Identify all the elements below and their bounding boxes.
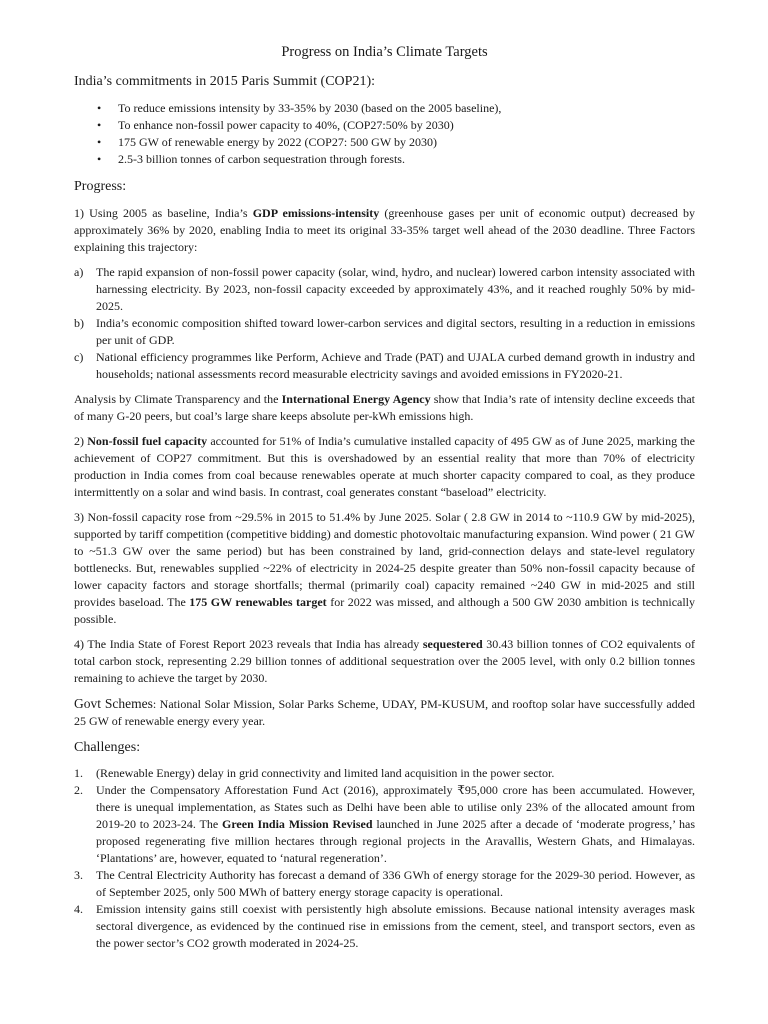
list-item: • To enhance non-fossil power capacity to 40%, (COP27:50% by 2030) — [97, 118, 454, 132]
list-item: 3. The Central Electricity Authority has forecast a demand of 336 GWh of energy storage for the 2029-30 period. However, as of September 2025, only 500 MWh of battery energy storage capacity is operational. — [74, 868, 695, 899]
factors-list — [74, 264, 695, 383]
list-item: 1. (Renewable Energy) delay in grid connectivity and limited land acquisition in the power sector. — [74, 766, 555, 780]
list-item: 4. Emission intensity gains still coexist with persistently high absolute emissions. Because national intensity averages mask sectoral divergence, as evidenced by the continued rise in emissions from the cement, steel, and transport sectors, even as the power sector’s CO2 growth moderated in 2024-25. — [74, 902, 695, 950]
bullet-icon: • — [97, 118, 102, 132]
govt-schemes-label: Govt Schemes — [74, 696, 153, 711]
govt-schemes-paragraph: Govt Schemes: National Solar Mission, Solar Parks Scheme, UDAY, PM-KUSUM, and rooftop solar have successfully added 25 GW of renewable energy every year. — [74, 696, 695, 728]
progress-heading: Progress: — [74, 179, 127, 194]
commitments-list — [74, 100, 695, 168]
list-item: b) India’s economic composition shifted toward lower-carbon services and digital sectors, resulting in a reduction in emissions per unit of GDP. — [74, 316, 695, 347]
bullet-icon: • — [97, 152, 102, 166]
bullet-icon: • — [97, 101, 102, 115]
progress-paragraph-3: 3) Non-fossil capacity rose from ~29.5% in 2015 to 51.4% by June 2025. Solar ( 2.8 GW in 2014 to ~110.9 GW by mid-2025), supported by tariff competition (competitive bidding) and domestic photovoltaic manufacturing expansion. Wind power ( 21 GW to ~51.3 GW over the same period) but has been constrained by land, grid-connection delays and state-level regulatory bottlenecks. But, renewables supplied ~22% of electricity in 2024-25 despite greater than 50% non-fossil capacity because of lower capacity factors and storage shortfalls; thermal (primarily coal) capacity remained ~240 GW in mid-2025 and still provides baseload. The 175 GW renewables target for 2022 was missed, and although a 500 GW 2030 ambition is technically possible. — [74, 510, 696, 626]
challenges-list — [74, 765, 695, 952]
list-item: • To reduce emissions intensity by 33-35% by 2030 (based on the 2005 baseline), — [97, 101, 502, 115]
list-item: • 2.5-3 billion tonnes of carbon sequestration through forests. — [97, 152, 405, 166]
commitments-heading: India’s commitments in 2015 Paris Summit (COP21): — [74, 74, 375, 89]
analysis-paragraph: Analysis by Climate Transparency and the International Energy Agency show that India’s rate of intensity decline exceeds that of many G-20 peers, but coal’s large share keeps absolute per-kWh emissions high. — [74, 392, 696, 423]
list-item: 2. Under the Compensatory Afforestation Fund Act (2016), approximately ₹95,000 crore has been accumulated. However, there is unequal implementation, as States such as Delhi have been able to utilise only 23% of the allocated amount from 2019-20 to 2023-24. The Green India Mission Revised launched in June 2025 after a decade of ‘moderate progress,’ has proposed regenerating five million hectares through regional projects in the Aravallis, Western Ghats, and Himalayas. ‘Plantations’ are, however, equated to ‘natural regeneration’. — [74, 783, 696, 865]
challenges-heading: Challenges: — [74, 740, 141, 755]
bullet-icon: • — [97, 135, 102, 149]
progress-paragraph-1: 1) Using 2005 as baseline, India’s GDP emissions-intensity (greenhouse gases per unit of economic output) decreased by approximately 36% by 2020, enabling India to meet its original 33-35% target well ahead of the 2030 deadline. Three Factors explaining this trajectory: — [74, 206, 695, 254]
progress-paragraph-4: 4) The India State of Forest Report 2023 reveals that India has already sequestered 30.43 billion tonnes of CO2 equivalents of total carbon stock, representing 2.29 billion tonnes of additional sequestration over the 2005 level, with only 0.2 billion tonnes remaining to achieve the target by 2030. — [74, 637, 695, 685]
page-title: Progress on India’s Climate Targets — [281, 44, 488, 60]
progress-paragraph-2: 2) Non-fossil fuel capacity accounted for 51% of India’s cumulative installed capacity of 495 GW as of June 2025, marking the achievement of COP27 commitment. But this is overshadowed by an essential reality that more than 70% of electricity production in India comes from coal because renewables operate at much shorter capacity compared to coal, as they produce intermittently on a solar and wind basis. In contrast, coal generates constant “baseload” electricity. — [74, 434, 696, 499]
list-item: a) The rapid expansion of non-fossil power capacity (solar, wind, hydro, and nuclear) lowered carbon intensity associated with harnessing electricity. By 2023, non-fossil capacity exceeded by approximately 43%, and it reached roughly 50% by mid-2025. — [74, 265, 695, 313]
list-item: c) National efficiency programmes like Perform, Achieve and Trade (PAT) and UJALA curbed demand growth in industry and households; national assessments record measurable electricity savings and avoided emissions in FY2020-21. — [74, 350, 695, 381]
list-item: • 175 GW of renewable energy by 2022 (COP27: 500 GW by 2030) — [97, 135, 437, 149]
